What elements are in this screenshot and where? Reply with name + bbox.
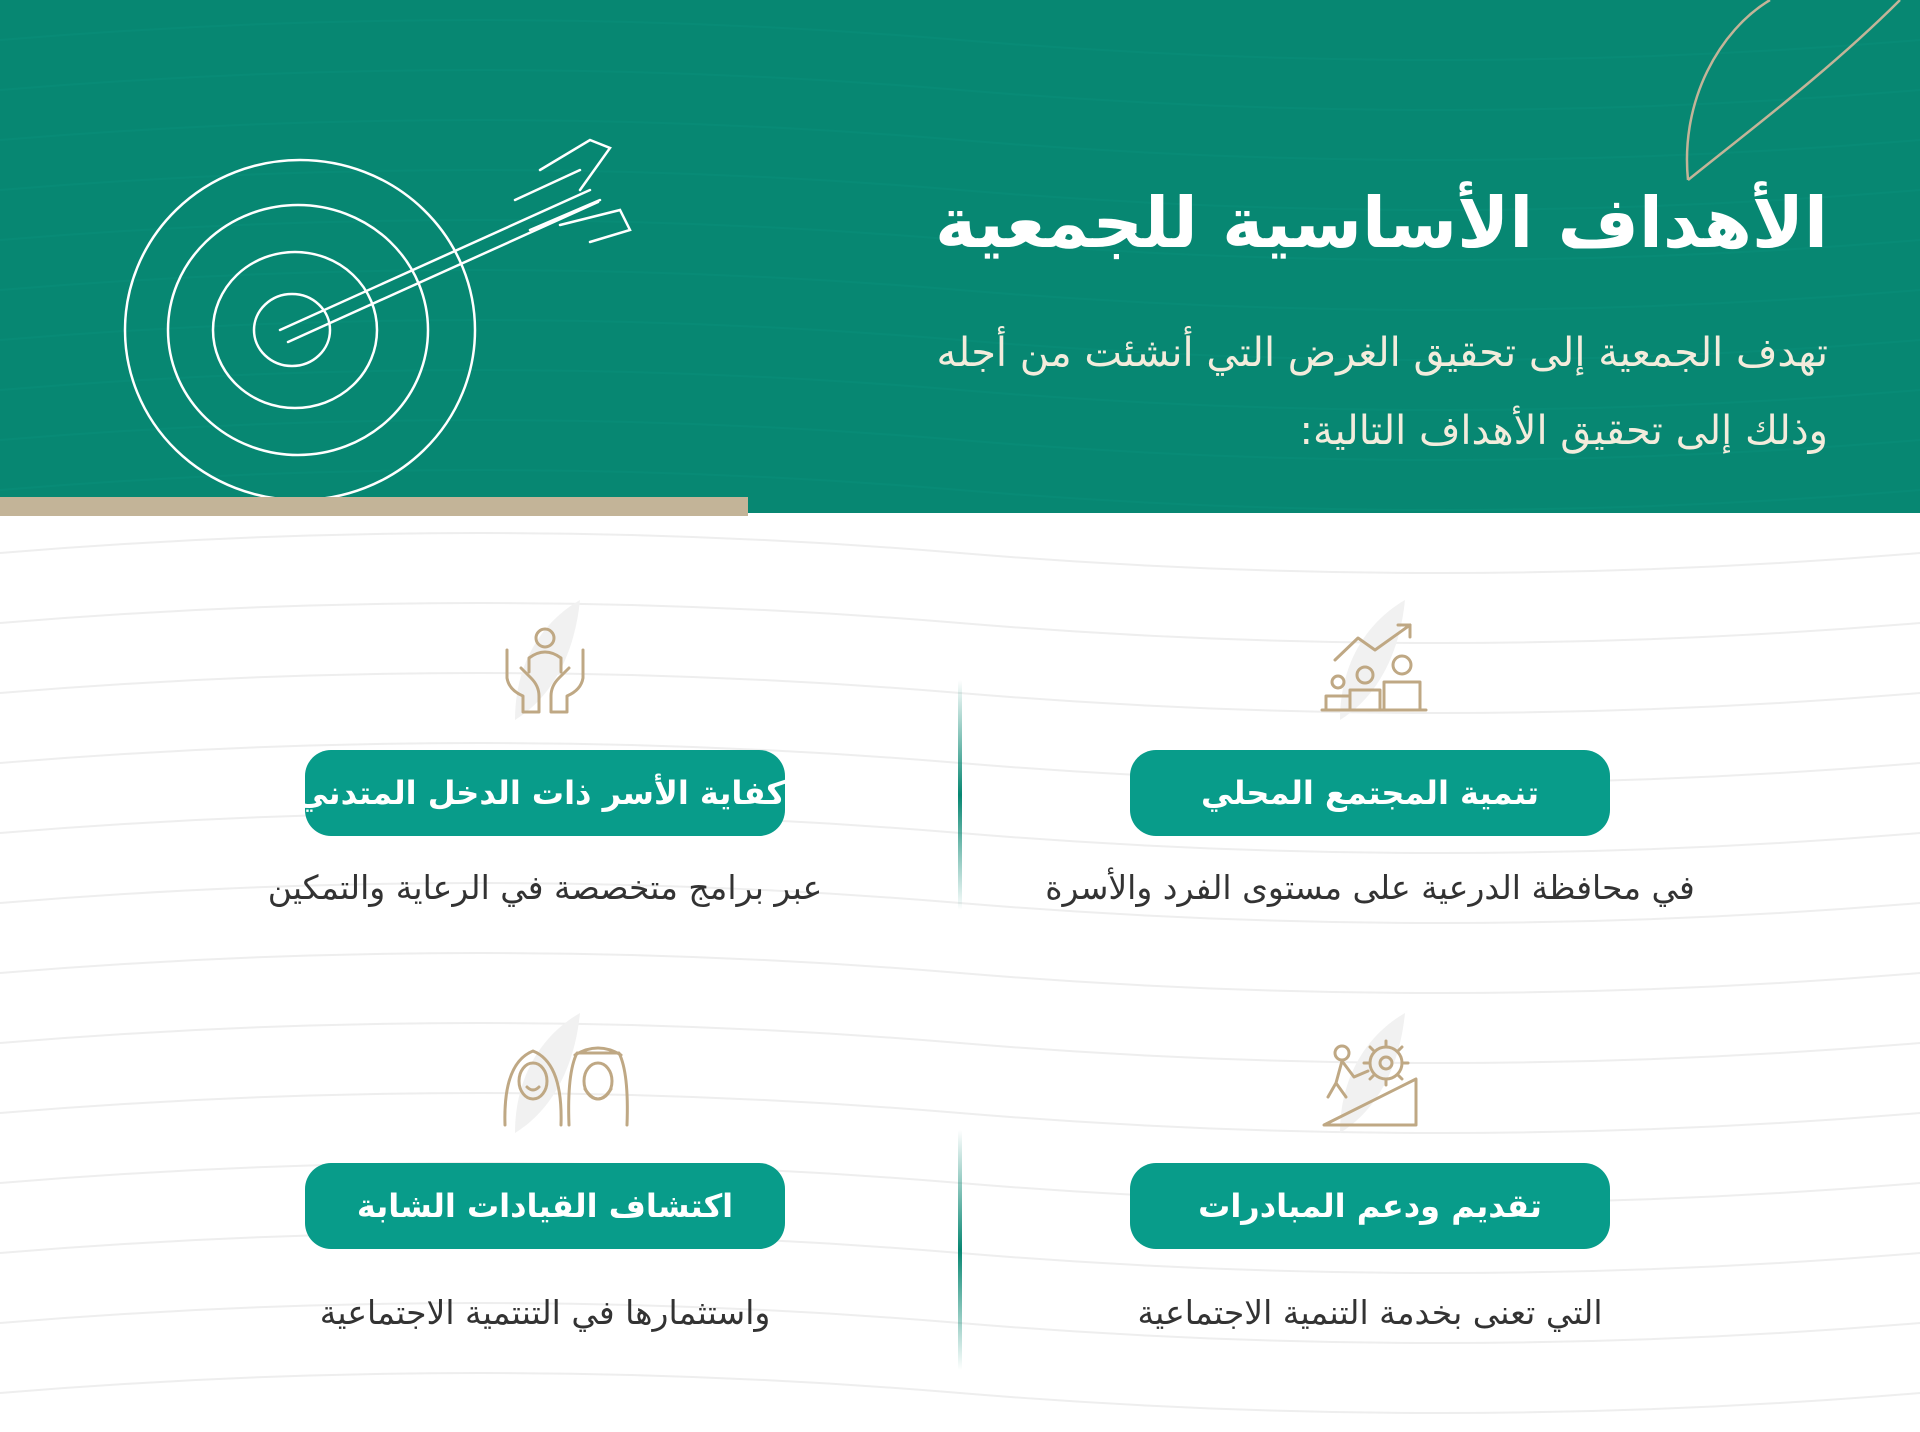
caring-hands-person-icon (495, 620, 595, 720)
goal-card-3 (1020, 1013, 1720, 1353)
goal-title-pill: كفاية الأسر ذات الدخل المتدني (305, 750, 785, 836)
page-intro (828, 314, 1828, 470)
intro-line-1: تهدف الجمعية إلى تحقيق الغرض التي أنشئت من أجله (936, 330, 1828, 376)
goal-description: واستثمارها في التنتمية الاجتماعية (319, 1293, 771, 1332)
header-banner (0, 0, 1920, 513)
goal-icon-wrap (445, 1013, 645, 1143)
growth-chart-people-icon (1320, 620, 1430, 720)
goal-title-pill: اكتشاف القيادات الشابة (305, 1163, 785, 1249)
goal-card-1 (1020, 600, 1720, 930)
goal-title-pill: تنمية المجتمع المحلي (1130, 750, 1610, 836)
goal-icon-wrap (445, 600, 645, 730)
center-divider-bottom (958, 1130, 962, 1370)
person-pushing-gear-icon (1320, 1033, 1420, 1133)
young-woman-and-man-icon (495, 1033, 635, 1133)
target-arrow-icon (120, 130, 680, 510)
goal-icon-wrap (1270, 600, 1470, 730)
goal-description: التي تعنى بخدمة التنمية الاجتماعية (1137, 1293, 1603, 1332)
leaf-outline-decoration (1660, 0, 1920, 200)
goal-card-4 (195, 1013, 895, 1353)
page-title: الأهداف الأساسية للجمعية (934, 182, 1828, 264)
intro-line-2: وذلك إلى تحقيق الأهداف التالية: (1299, 408, 1828, 454)
center-divider-top (958, 680, 962, 910)
goal-icon-wrap (1270, 1013, 1470, 1143)
goal-description: في محافظة الدرعية على مستوى الفرد والأسرة (1045, 868, 1695, 907)
goal-description: عبر برامج متخصصة في الرعاية والتمكين (267, 868, 823, 907)
goal-title-pill: تقديم ودعم المبادرات (1130, 1163, 1610, 1249)
goal-card-2 (195, 600, 895, 930)
